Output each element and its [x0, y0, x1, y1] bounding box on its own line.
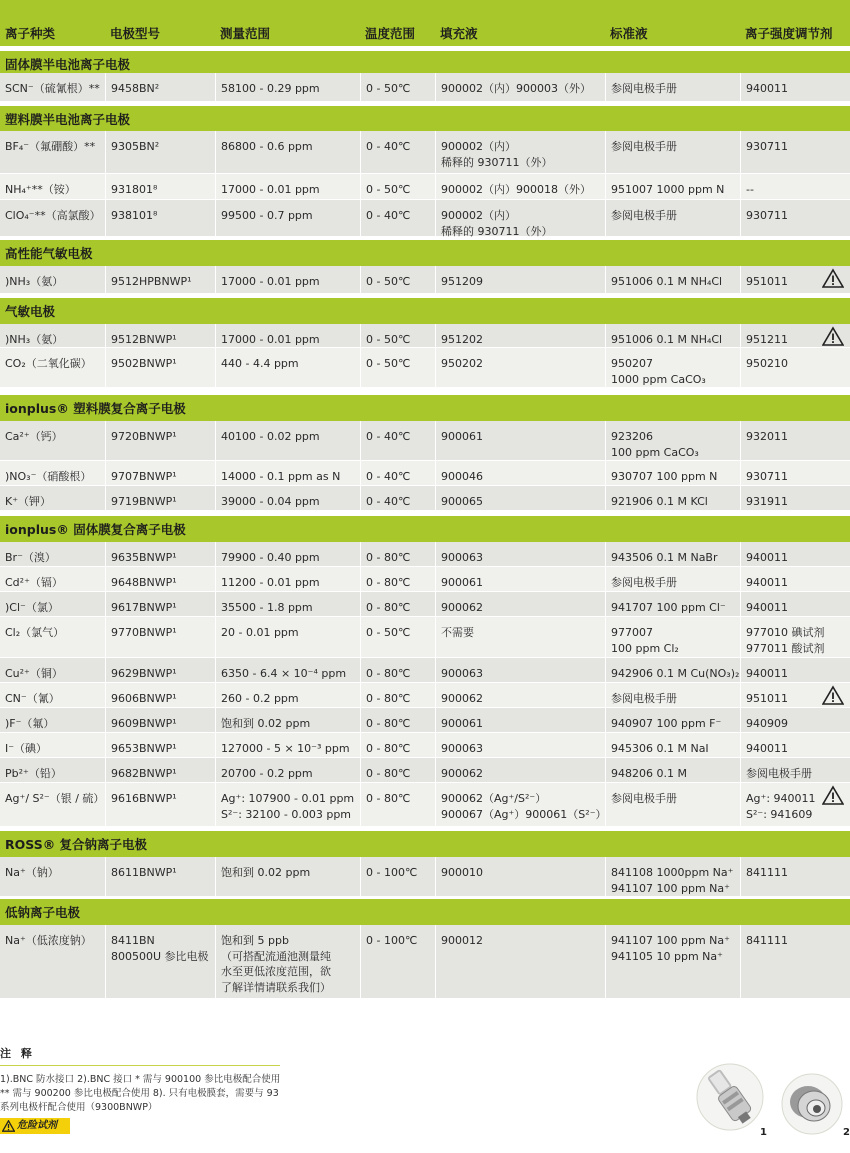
- cell-model: 9629BNWP¹: [105, 658, 215, 682]
- cell-temp: 0 - 80℃: [360, 758, 435, 782]
- danger-reagent-label: 危险试剂: [17, 1120, 57, 1131]
- warning-triangle-icon: [822, 685, 844, 705]
- cell-fill: 900062（Ag⁺/S²⁻） 900067（Ag⁺）900061（S²⁻）: [435, 783, 605, 826]
- cell-isa: 932011: [740, 421, 850, 460]
- cell-isa: 930711: [740, 200, 850, 236]
- cell-standard: 参阅电极手册: [605, 131, 740, 173]
- cell-standard: 977007 100 ppm Cl₂: [605, 617, 740, 657]
- table-row: [0, 348, 850, 387]
- cell-isa: 940011: [740, 542, 850, 566]
- cell-temp: 0 - 80℃: [360, 783, 435, 826]
- section-header: [0, 899, 850, 926]
- cell-standard: 841108 1000ppm Na⁺ 941107 100 ppm Na⁺: [605, 857, 740, 896]
- cell-model: 9305BN²: [105, 131, 215, 173]
- cell-range: 饱和到 5 ppb （可搭配流通池测量纯 水至更低浓度范围，欲 了解详情请联系我们）: [215, 925, 360, 998]
- table-row: [0, 200, 850, 236]
- cell-temp: 0 - 80℃: [360, 592, 435, 616]
- cell-standard: 941107 100 ppm Na⁺ 941105 10 ppm Na⁺: [605, 925, 740, 998]
- cell-range: 饱和到 0.02 ppm: [215, 708, 360, 732]
- cell-temp: 0 - 50℃: [360, 348, 435, 387]
- column-header: 离子种类: [5, 26, 56, 41]
- cell-fill: 900002（内） 稀释的 930711（外）: [435, 131, 605, 173]
- column-header: 测量范围: [220, 26, 271, 41]
- table-row: [0, 683, 850, 707]
- cell-standard: 940907 100 ppm F⁻: [605, 708, 740, 732]
- table-header: [0, 0, 850, 46]
- cell-ion: ClO₄⁻**（高氯酸）: [5, 209, 101, 222]
- cell-model: 9635BNWP¹: [105, 542, 215, 566]
- cell-temp: 0 - 40℃: [360, 131, 435, 173]
- table-row: [0, 758, 850, 782]
- cell-isa: 940011: [740, 733, 850, 757]
- cell-ion: BF₄⁻（氟硼酸）**: [5, 140, 96, 153]
- notes-title: 注 释: [0, 1047, 35, 1060]
- cell-isa: 931911: [740, 486, 850, 510]
- table-row: [0, 592, 850, 616]
- cell-range: 35500 - 1.8 ppm: [215, 592, 360, 616]
- cell-standard: 950207 1000 ppm CaCO₃: [605, 348, 740, 387]
- cell-isa: 940011: [740, 73, 850, 101]
- table-row: [0, 73, 850, 101]
- cell-range: 86800 - 0.6 ppm: [215, 131, 360, 173]
- cell-model: 9609BNWP¹: [105, 708, 215, 732]
- table-row: [0, 658, 850, 682]
- cell-range: 14000 - 0.1 ppm as N: [215, 461, 360, 485]
- cell-range: 11200 - 0.01 ppm: [215, 567, 360, 591]
- section-title: ROSS® 复合钠离子电极: [5, 837, 148, 852]
- cell-isa: 940011: [740, 658, 850, 682]
- cell-fill: 900061: [435, 567, 605, 591]
- cell-fill: 900061: [435, 708, 605, 732]
- cell-isa: Ag⁺: 940011 S²⁻: 941609: [740, 783, 850, 826]
- cell-isa: 参阅电极手册: [740, 758, 850, 782]
- cell-isa: 940909: [740, 708, 850, 732]
- cell-model: 9682BNWP¹: [105, 758, 215, 782]
- cell-standard: 921906 0.1 M KCl: [605, 486, 740, 510]
- cell-temp: 0 - 50℃: [360, 617, 435, 657]
- cell-ion: SCN⁻（硫氰根）**: [5, 82, 100, 95]
- cell-ion: )F⁻（氟）: [5, 717, 55, 730]
- cell-isa: --: [740, 174, 850, 199]
- cell-ion: Cd²⁺（镉）: [5, 576, 63, 589]
- cell-range: 40100 - 0.02 ppm: [215, 421, 360, 460]
- cell-isa: 951211: [740, 324, 850, 347]
- cell-isa: 841111: [740, 857, 850, 896]
- cell-model: 8411BN 800500U 参比电极: [105, 925, 215, 998]
- cell-standard: 参阅电极手册: [605, 200, 740, 236]
- image-label-1: 1: [760, 1127, 767, 1138]
- cell-model: 9502BNWP¹: [105, 348, 215, 387]
- cell-ion: I⁻（碘）: [5, 742, 48, 755]
- cell-model: 931801⁸: [105, 174, 215, 199]
- table-row: [0, 542, 850, 566]
- section-title: 高性能气敏电极: [5, 246, 93, 261]
- cell-fill: 不需要: [435, 617, 605, 657]
- cell-fill: 900065: [435, 486, 605, 510]
- cell-temp: 0 - 40℃: [360, 421, 435, 460]
- column-header: 填充液: [440, 26, 478, 41]
- cell-temp: 0 - 80℃: [360, 567, 435, 591]
- table-row: [0, 174, 850, 199]
- cell-range: 39000 - 0.04 ppm: [215, 486, 360, 510]
- table-row: [0, 266, 850, 293]
- danger-reagent-badge: [0, 1118, 70, 1134]
- cell-model: 9648BNWP¹: [105, 567, 215, 591]
- cell-temp: 0 - 50℃: [360, 324, 435, 347]
- cell-range: 20700 - 0.2 ppm: [215, 758, 360, 782]
- cell-standard: 951007 1000 ppm N: [605, 174, 740, 199]
- cell-model: 8611BNWP¹: [105, 857, 215, 896]
- cell-isa: 930711: [740, 461, 850, 485]
- cell-fill: 951209: [435, 266, 605, 293]
- cell-model: 9617BNWP¹: [105, 592, 215, 616]
- cell-fill: 900062: [435, 683, 605, 707]
- cell-standard: 参阅电极手册: [605, 783, 740, 826]
- cell-temp: 0 - 100℃: [360, 925, 435, 998]
- cell-standard: 930707 100 ppm N: [605, 461, 740, 485]
- cell-fill: 900010: [435, 857, 605, 896]
- warning-triangle-icon: [2, 1120, 15, 1132]
- bnc-waterproof-connector-image: [695, 1062, 765, 1132]
- cell-range: 79900 - 0.40 ppm: [215, 542, 360, 566]
- cell-model: 9616BNWP¹: [105, 783, 215, 826]
- notes-divider: [0, 1065, 280, 1066]
- cell-range: 17000 - 0.01 ppm: [215, 324, 360, 347]
- table-row: [0, 421, 850, 460]
- cell-ion: Ca²⁺（钙）: [5, 430, 63, 443]
- table-row: [0, 461, 850, 485]
- column-header: 离子强度调节剂: [745, 26, 833, 41]
- cell-ion: Na⁺（钠）: [5, 866, 59, 879]
- bnc-connector-image: [780, 1072, 844, 1136]
- column-header: 电极型号: [110, 26, 161, 41]
- cell-model: 9653BNWP¹: [105, 733, 215, 757]
- table-row: [0, 733, 850, 757]
- cell-temp: 0 - 100℃: [360, 857, 435, 896]
- cell-fill: 900063: [435, 658, 605, 682]
- cell-temp: 0 - 80℃: [360, 542, 435, 566]
- cell-range: 58100 - 0.29 ppm: [215, 73, 360, 101]
- cell-temp: 0 - 50℃: [360, 73, 435, 101]
- cell-model: 9707BNWP¹: [105, 461, 215, 485]
- cell-range: 17000 - 0.01 ppm: [215, 174, 360, 199]
- table-row: [0, 925, 850, 998]
- cell-standard: 948206 0.1 M: [605, 758, 740, 782]
- table-row: [0, 131, 850, 173]
- cell-standard: 943506 0.1 M NaBr: [605, 542, 740, 566]
- cell-ion: NH₄⁺**（铵）: [5, 183, 76, 196]
- section-title: 塑料膜半电池离子电极: [5, 112, 131, 127]
- cell-standard: 参阅电极手册: [605, 73, 740, 101]
- cell-range: 260 - 0.2 ppm: [215, 683, 360, 707]
- cell-temp: 0 - 80℃: [360, 658, 435, 682]
- cell-ion: K⁺（钾）: [5, 495, 52, 508]
- table-row: [0, 486, 850, 510]
- cell-temp: 0 - 40℃: [360, 461, 435, 485]
- cell-isa: 841111: [740, 925, 850, 998]
- section-header: [0, 106, 850, 133]
- cell-isa: 950210: [740, 348, 850, 387]
- cell-fill: 951202: [435, 324, 605, 347]
- cell-standard: 951006 0.1 M NH₄Cl: [605, 266, 740, 293]
- section-title: ionplus® 塑料膜复合离子电极: [5, 401, 186, 416]
- cell-ion: )Cl⁻（氯）: [5, 601, 59, 614]
- cell-ion: )NO₃⁻（硝酸根）: [5, 470, 92, 483]
- image-label-2: 2: [843, 1127, 850, 1138]
- cell-range: 20 - 0.01 ppm: [215, 617, 360, 657]
- cell-ion: CN⁻（氰）: [5, 692, 60, 705]
- cell-model: 9719BNWP¹: [105, 486, 215, 510]
- cell-range: 127000 - 5 × 10⁻³ ppm: [215, 733, 360, 757]
- cell-range: Ag⁺: 107900 - 0.01 ppm S²⁻: 32100 - 0.003 ppm: [215, 783, 360, 826]
- notes-text: 1).BNC 防水接口 2).BNC 接口 * 需与 900100 参比电极配合使用 ** 需与 900200 参比电极配合使用 8). 只有电极膜套，需要与 93 系列电极杆配合使用（9300BNWP）: [0, 1074, 281, 1113]
- table-row: [0, 567, 850, 591]
- cell-model: 9770BNWP¹: [105, 617, 215, 657]
- cell-standard: 942906 0.1 M Cu(NO₃)₂: [605, 658, 740, 682]
- cell-standard: 参阅电极手册: [605, 683, 740, 707]
- warning-triangle-icon: [822, 326, 844, 346]
- section-header: [0, 395, 850, 422]
- cell-range: 6350 - 6.4 × 10⁻⁴ ppm: [215, 658, 360, 682]
- table-row: [0, 617, 850, 657]
- cell-fill: 900063: [435, 542, 605, 566]
- section-header: [0, 516, 850, 543]
- cell-fill: 950202: [435, 348, 605, 387]
- section-header: [0, 298, 850, 325]
- cell-fill: 900002（内）900018（外）: [435, 174, 605, 199]
- cell-ion: Ag⁺/ S²⁻（银 / 硫）: [5, 792, 105, 805]
- section-title: 低钠离子电极: [5, 905, 81, 920]
- cell-model: 9458BN²: [105, 73, 215, 101]
- table-row: [0, 783, 850, 826]
- cell-fill: 900062: [435, 592, 605, 616]
- cell-model: 9512HPBNWP¹: [105, 266, 215, 293]
- cell-range: 17000 - 0.01 ppm: [215, 266, 360, 293]
- cell-fill: 900046: [435, 461, 605, 485]
- cell-ion: Cu²⁺（铜）: [5, 667, 63, 680]
- cell-temp: 0 - 40℃: [360, 200, 435, 236]
- cell-temp: 0 - 40℃: [360, 486, 435, 510]
- cell-isa: 940011: [740, 592, 850, 616]
- cell-fill: 900002（内）900003（外）: [435, 73, 605, 101]
- cell-ion: Na⁺（低浓度钠）: [5, 934, 92, 947]
- cell-standard: 923206 100 ppm CaCO₃: [605, 421, 740, 460]
- cell-range: 440 - 4.4 ppm: [215, 348, 360, 387]
- table-row: [0, 857, 850, 896]
- cell-fill: 900002（内） 稀释的 930711（外）: [435, 200, 605, 236]
- cell-standard: 945306 0.1 M NaI: [605, 733, 740, 757]
- cell-temp: 0 - 50℃: [360, 174, 435, 199]
- cell-range: 饱和到 0.02 ppm: [215, 857, 360, 896]
- cell-model: 9720BNWP¹: [105, 421, 215, 460]
- cell-model: 9606BNWP¹: [105, 683, 215, 707]
- cell-ion: )NH₃（氨）: [5, 275, 64, 288]
- table-row: [0, 324, 850, 347]
- section-title: 固体膜半电池离子电极: [5, 57, 131, 72]
- section-title: ionplus® 固体膜复合离子电极: [5, 522, 186, 537]
- section-title: 气敏电极: [5, 304, 56, 319]
- section-header: [0, 240, 850, 267]
- column-header: 温度范围: [365, 26, 416, 41]
- cell-model: 9512BNWP¹: [105, 324, 215, 347]
- cell-ion: CO₂（二氧化碳）: [5, 357, 92, 370]
- cell-temp: 0 - 80℃: [360, 708, 435, 732]
- cell-range: 99500 - 0.7 ppm: [215, 200, 360, 236]
- warning-triangle-icon: [822, 268, 844, 288]
- cell-ion: Br⁻（溴）: [5, 551, 56, 564]
- cell-temp: 0 - 50℃: [360, 266, 435, 293]
- section-header: [0, 831, 850, 858]
- cell-standard: 941707 100 ppm Cl⁻: [605, 592, 740, 616]
- column-header: 标准液: [610, 26, 648, 41]
- cell-standard: 951006 0.1 M NH₄Cl: [605, 324, 740, 347]
- warning-triangle-icon: [822, 785, 844, 805]
- cell-ion: Pb²⁺（铅）: [5, 767, 62, 780]
- cell-fill: 900062: [435, 758, 605, 782]
- cell-isa: 930711: [740, 131, 850, 173]
- cell-isa: 951011: [740, 266, 850, 293]
- cell-ion: )NH₃（氨）: [5, 333, 64, 346]
- cell-temp: 0 - 80℃: [360, 683, 435, 707]
- cell-isa: 977010 碘试剂 977011 酸试剂: [740, 617, 850, 657]
- cell-fill: 900012: [435, 925, 605, 998]
- cell-isa: 951011: [740, 683, 850, 707]
- cell-model: 938101⁸: [105, 200, 215, 236]
- cell-isa: 940011: [740, 567, 850, 591]
- table-row: [0, 708, 850, 732]
- cell-ion: Cl₂（氯气）: [5, 626, 65, 639]
- cell-temp: 0 - 80℃: [360, 733, 435, 757]
- cell-fill: 900063: [435, 733, 605, 757]
- cell-standard: 参阅电极手册: [605, 567, 740, 591]
- cell-fill: 900061: [435, 421, 605, 460]
